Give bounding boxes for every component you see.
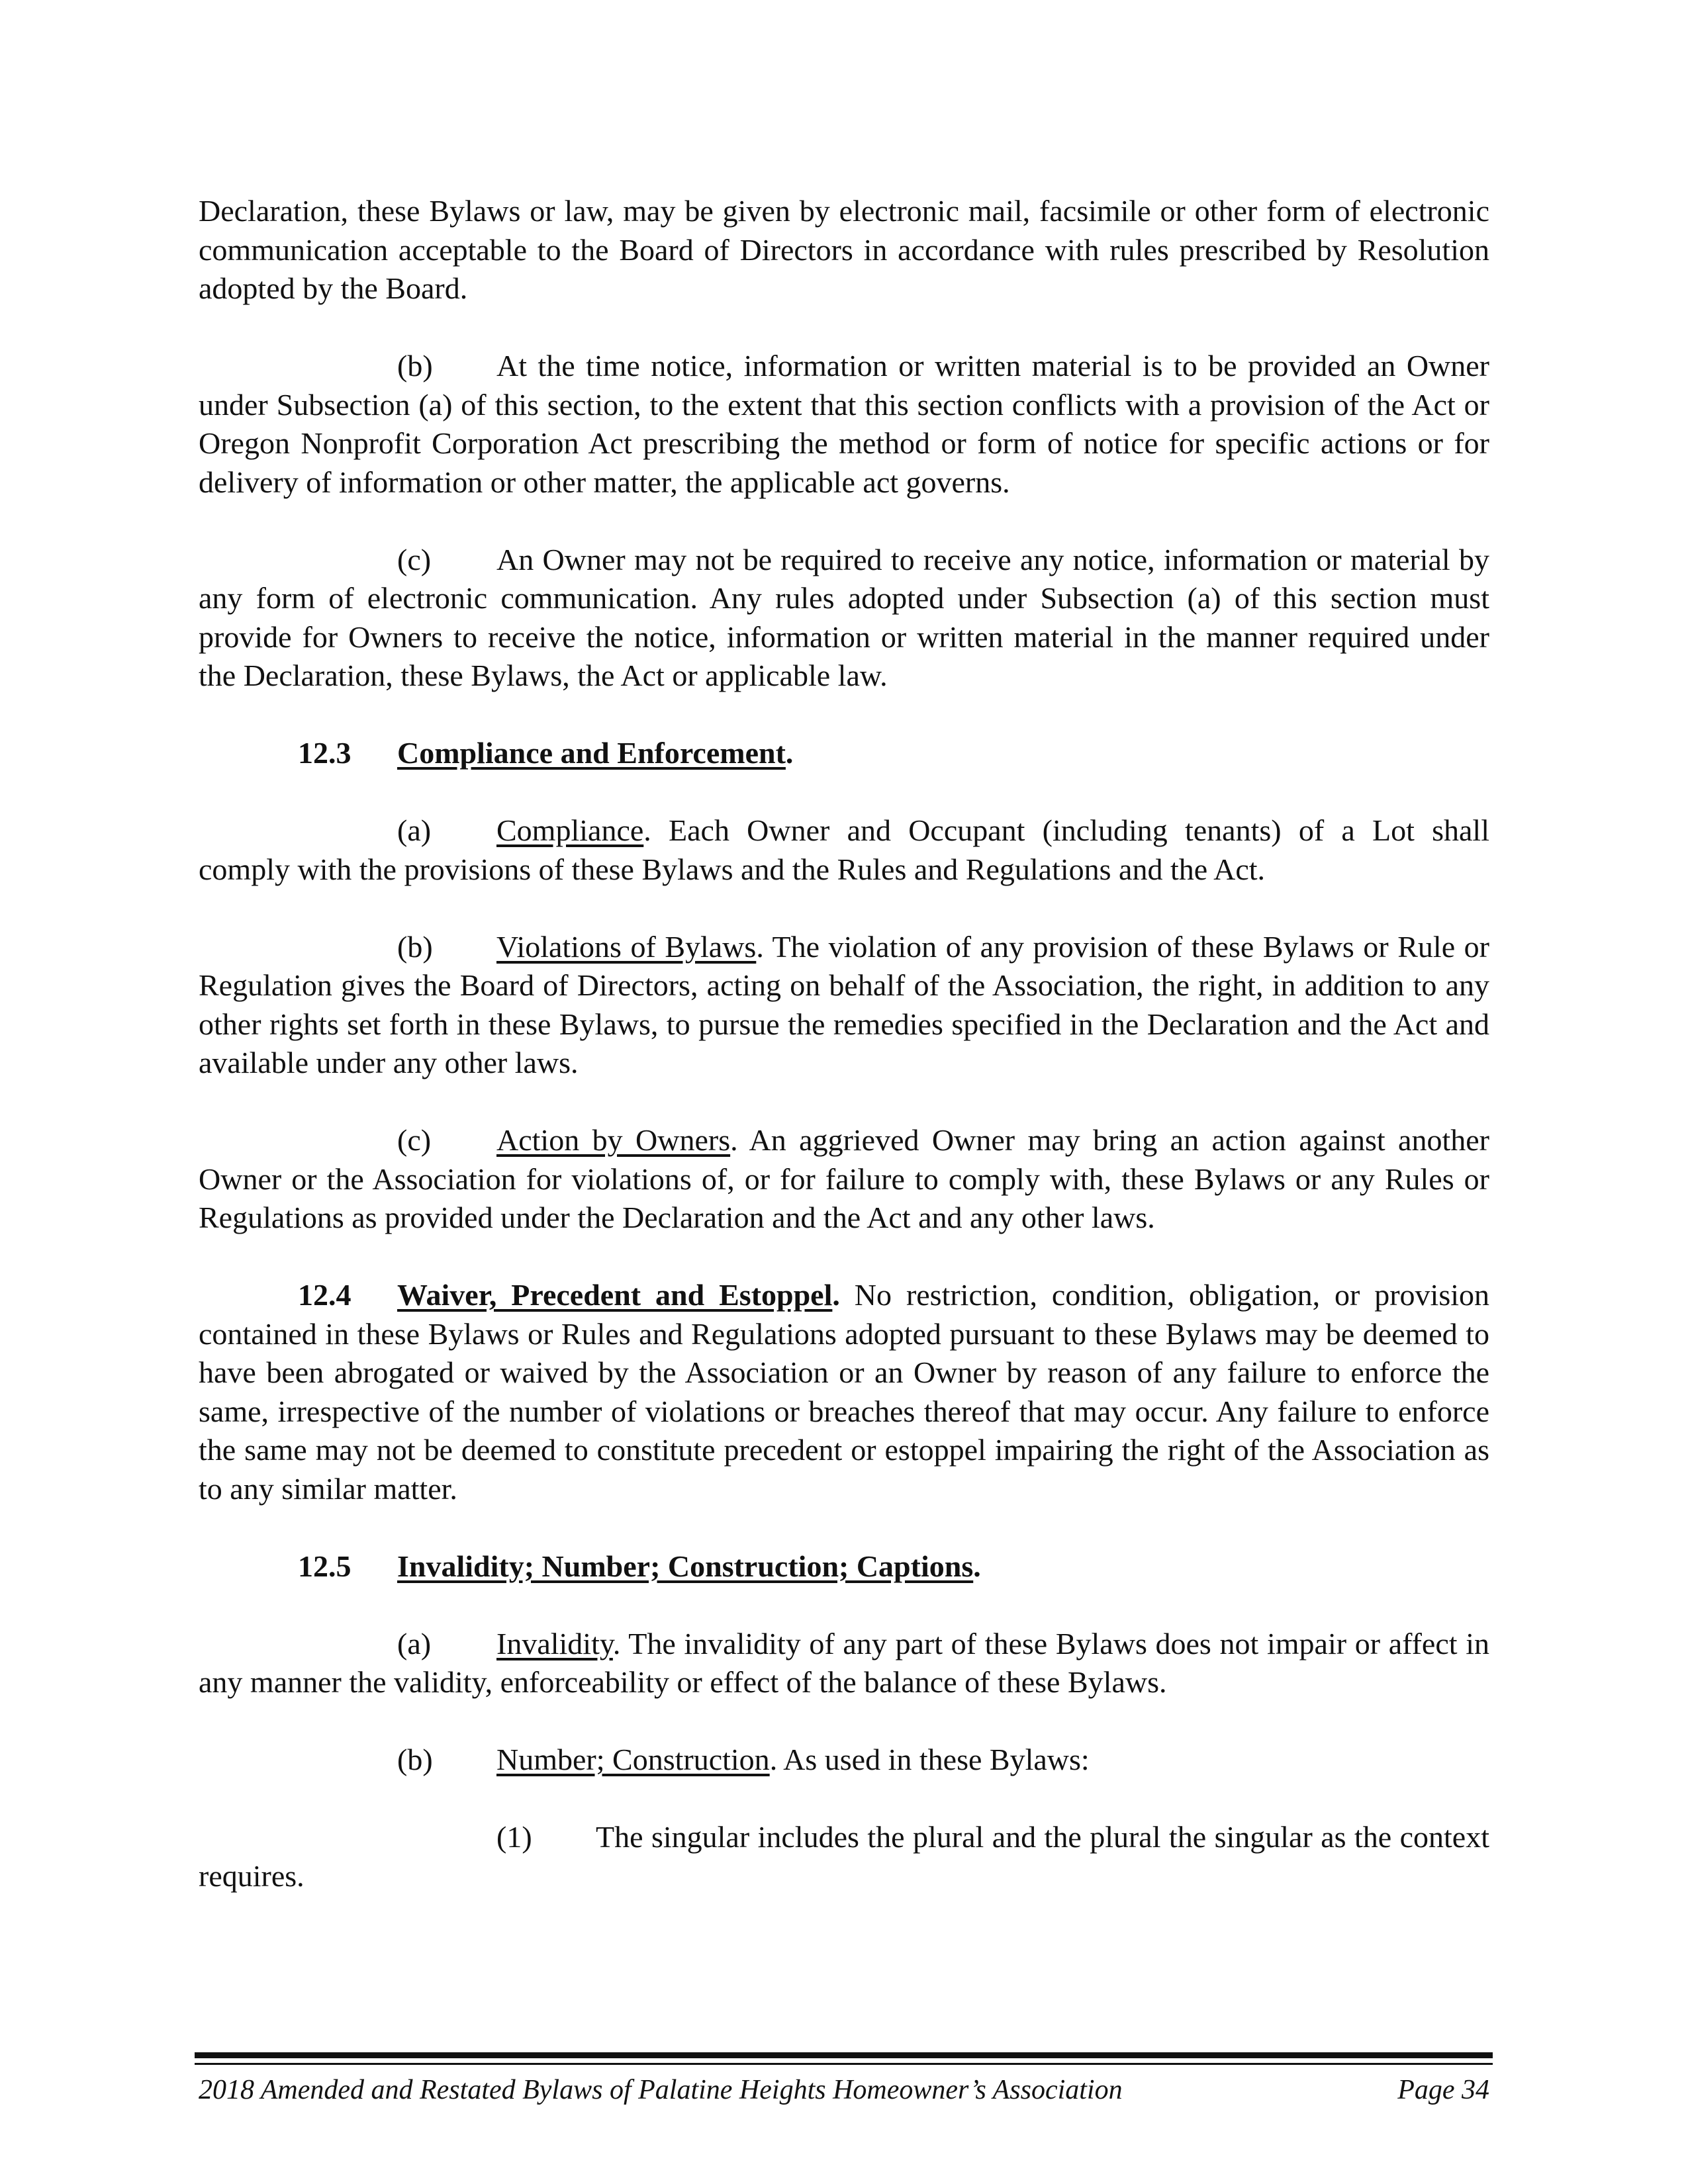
subsection-12-3-b (199, 928, 1489, 1083)
subsection-12-3-c (199, 1121, 1489, 1238)
section-number: 12.5 (298, 1549, 352, 1583)
subsection-number: (a) (397, 1626, 432, 1661)
section-title-period: . (832, 1278, 840, 1312)
subsection-12-2-b (199, 347, 1489, 502)
section-text: No restriction, condition, obligation, or provision contained in these Bylaws or Rules and Regulations adopted pursuant to these Bylaws may be deemed to have been abrogated or waived by the Association or an Owner by reason of any failure to enforce the same, irrespective of the number of violations or breaches thereof that may occur. Any failure to enforce the same may not be deemed to constitute precedent or estoppel impairing the right of the Association as to any similar matter. (199, 1278, 1490, 1506)
section-12-3-heading (199, 734, 1489, 773)
footer-rule-thin (195, 2063, 1493, 2065)
subsection-text: At the time notice, information or written material is to be provided an Owner under Subsection (a) of this section, to the extent that this section conflicts with a provision of the Act or Oregon Nonprofit Corporation Act prescribing the method or form of notice for specific actions or for delivery of information or other matter, the applicable act governs. (199, 349, 1489, 499)
subsection-number: (c) (397, 542, 432, 576)
clause-12-5-b-1 (199, 1818, 1489, 1895)
subsection-text: An Owner may not be required to receive any notice, information or material by any form of electronic communication. Any rules adopted under Subsection (a) of this section must provide for Owners to receive the notice, information or written material in the manner required under the Declaration, these Bylaws, the Act or applicable law. (199, 542, 1489, 692)
subsection-text: . The violation of any provision of these Bylaws or Rule or Regulation gives the Board of Directors, acting on behalf of the Association, the right, in addition to any other rights set forth in these Bylaws, to pursue the remedies specified in the Declaration and the Act and available under any other laws. (199, 929, 1489, 1079)
subsection-title: Action by Owners (496, 1123, 731, 1157)
subsection-text: . An aggrieved Owner may bring an action against another Owner or the Association for violations of, or for failure to comply with, these Bylaws or any Rules or Regulations as provided under the Declaration and the Act and any other laws. (199, 1123, 1489, 1234)
subsection-title: Violations of Bylaws (496, 929, 757, 964)
subsection-text: . Each Owner and Occupant (including tenants) of a Lot shall comply with the provisions of these Bylaws and the Rules and Regulations and the Act. (199, 813, 1489, 886)
subsection-number: (b) (397, 929, 433, 964)
subsection-number: (a) (397, 813, 432, 847)
subsection-number: (b) (397, 1743, 433, 1776)
section-12-5-heading (199, 1547, 1489, 1586)
subsection-title: Number; Construction (496, 1743, 770, 1776)
section-title-period: . (973, 1549, 981, 1583)
subsection-12-3-a (199, 811, 1489, 889)
footer-rule-thick (195, 2052, 1493, 2058)
subsection-12-5-a (199, 1625, 1489, 1702)
section-title: Compliance and Enforcement (397, 736, 786, 770)
subsection-number: (b) (397, 349, 433, 383)
subsection-12-2-c (199, 541, 1489, 696)
subsection-title: Invalidity (496, 1626, 613, 1661)
footer-document-title: 2018 Amended and Restated Bylaws of Palatine Heights Homeowner’s Association (199, 2075, 1123, 2105)
page-footer (199, 2073, 1489, 2107)
subsection-12-5-b (199, 1741, 1489, 1780)
subsection-text: . The invalidity of any part of these Bylaws does not impair or affect in any manner the validity, enforceability or effect of the balance of these Bylaws. (199, 1626, 1489, 1699)
subsection-text: . As used in these Bylaws: (769, 1743, 1090, 1776)
section-title: Invalidity; Number; Construction; Captions (397, 1549, 974, 1583)
section-title-period: . (785, 736, 794, 770)
section-12-4 (199, 1276, 1489, 1508)
subsection-title: Compliance (496, 813, 644, 847)
section-number: 12.3 (298, 736, 352, 770)
clause-text: The singular includes the plural and the plural the singular as the context requires. (199, 1820, 1489, 1893)
footer-page-number: Page 34 (1397, 2075, 1489, 2105)
section-number: 12.4 (298, 1278, 352, 1312)
paragraph-text: Declaration, these Bylaws or law, may be given by electronic mail, facsimile or other form of electronic communication acceptable to the Board of Directors in accordance with rules prescribed by Resolution adopted by the Board. (199, 194, 1489, 305)
section-title: Waiver, Precedent and Estoppel (397, 1278, 833, 1312)
paragraph-continuation (199, 192, 1489, 308)
clause-number: (1) (496, 1820, 532, 1854)
document-body (199, 192, 1489, 1895)
subsection-number: (c) (397, 1123, 432, 1157)
